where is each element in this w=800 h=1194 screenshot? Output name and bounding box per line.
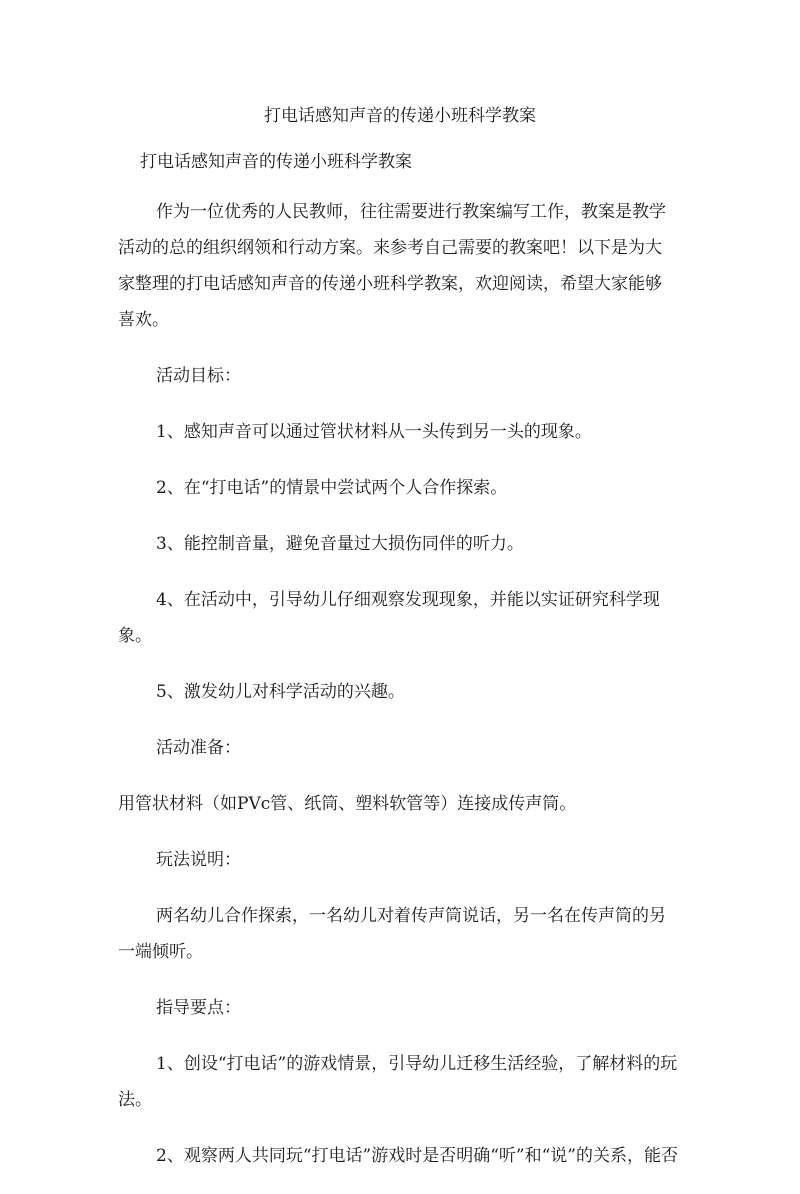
guide-item-1-line-2: 法。 [118,1090,152,1110]
document-body [118,144,688,1194]
guide-item-1 [118,1046,688,1118]
play-text-line-2: 一端倾听。 [118,942,203,962]
goal-item-4-line-2: 象。 [118,626,152,646]
intro-line-3: 家整理的打电话感知声音的传递小班科学教案，欢迎阅读，希望大家能够 [118,274,662,294]
guide-heading: 指导要点： [156,998,241,1018]
guide-item-2: 2、观察两人共同玩“打电话”游戏时是否明确“听”和“说”的关系，能否 [156,1146,678,1166]
intro-paragraph [118,194,688,338]
guide-item-1-line-1: 1、创设“打电话”的游戏情景，引导幼儿迁移生活经验，了解材料的玩 [156,1054,678,1074]
goal-item-5: 5、激发幼儿对科学活动的兴趣。 [156,682,405,702]
goal-item-2: 2、在“打电话”的情景中尝试两个人合作探索。 [156,478,508,498]
prep-text: 用管状材料（如PVc管、纸筒、塑料软管等）连接成传声筒。 [118,794,577,814]
play-text [118,898,688,970]
intro-line-1: 作为一位优秀的人民教师，往往需要进行教案编写工作，教案是教学 [156,202,666,222]
document-subtitle: 打电话感知声音的传递小班科学教案 [140,152,412,172]
play-heading: 玩法说明： [156,850,241,870]
intro-line-2: 活动的总的组织纲领和行动方案。来参考自己需要的教案吧！以下是为大 [118,238,662,258]
goals-heading: 活动目标： [156,366,241,386]
play-text-line-1: 两名幼儿合作探索，一名幼儿对着传声筒说话，另一名在传声筒的另 [156,906,666,926]
goal-item-4 [118,582,688,654]
document-title: 打电话感知声音的传递小班科学教案 [264,106,536,126]
goal-item-1: 1、感知声音可以通过管状材料从一头传到另一头的现象。 [156,422,592,442]
goal-item-3: 3、能控制音量，避免音量过大损伤同伴的听力。 [156,534,524,554]
prep-heading: 活动准备： [156,738,241,758]
goal-item-4-line-1: 4、在活动中，引导幼儿仔细观察发现现象，并能以实证研究科学现 [156,590,660,610]
intro-line-4: 喜欢。 [118,310,169,330]
